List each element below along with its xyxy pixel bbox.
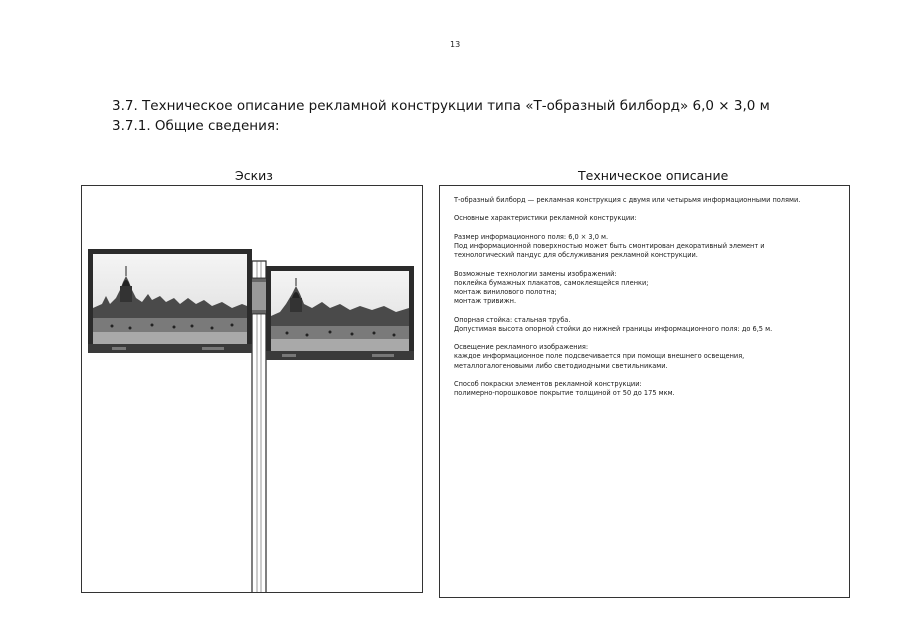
section-heading [112,96,770,136]
desc-paragraph: Т-образный билборд — рекламная конструкция с двумя или четырьмя информационными полями. [454,196,801,204]
description-title: Техническое описание [578,168,729,183]
desc-paragraph: Основные характеристики рекламной конструкции: [454,214,637,223]
description-text [454,196,844,408]
billboard-sketch [82,186,422,592]
page-number: 13 [450,40,461,49]
section-title: 3.7. Техническое описание рекламной конструкции типа «Т-образный билборд» 6,0 × 3,0 м [112,98,770,114]
sketch-frame [81,185,423,593]
left-info-panel [88,249,252,353]
desc-paragraph: Возможные технологии замены изображений: поклейка бумажных плакатов, самоклеящейся пленки; монтаж винилового полотна; монтаж тривижн. [454,269,649,306]
sketch-title: Эскиз [235,168,273,183]
desc-paragraph: Освещение рекламного изображения: каждое информационное поле подсвечивается при помощи внешнего освещения, металлогалогеновыми либо светодиодными светильниками. [454,343,745,370]
subsection-title: 3.7.1. Общие сведения: [112,118,280,134]
description-frame [439,185,850,598]
desc-paragraph: Способ покраски элементов рекламной конструкции: полимерно-порошковое покрытие толщиной от 50 до 175 мкм. [454,379,675,398]
desc-paragraph: Опорная стойка: стальная труба. Допустимая высота опорной стойки до нижней границы информационного поля: до 6,5 м. [454,315,773,333]
desc-paragraph: Размер информационного поля: 6,0 × 3,0 м. Под информационной поверхностью может быть смонтирован декоративный элемент и технологический пандус для обслуживания рекламной конструкции. [454,232,765,260]
right-info-panel [266,266,414,360]
